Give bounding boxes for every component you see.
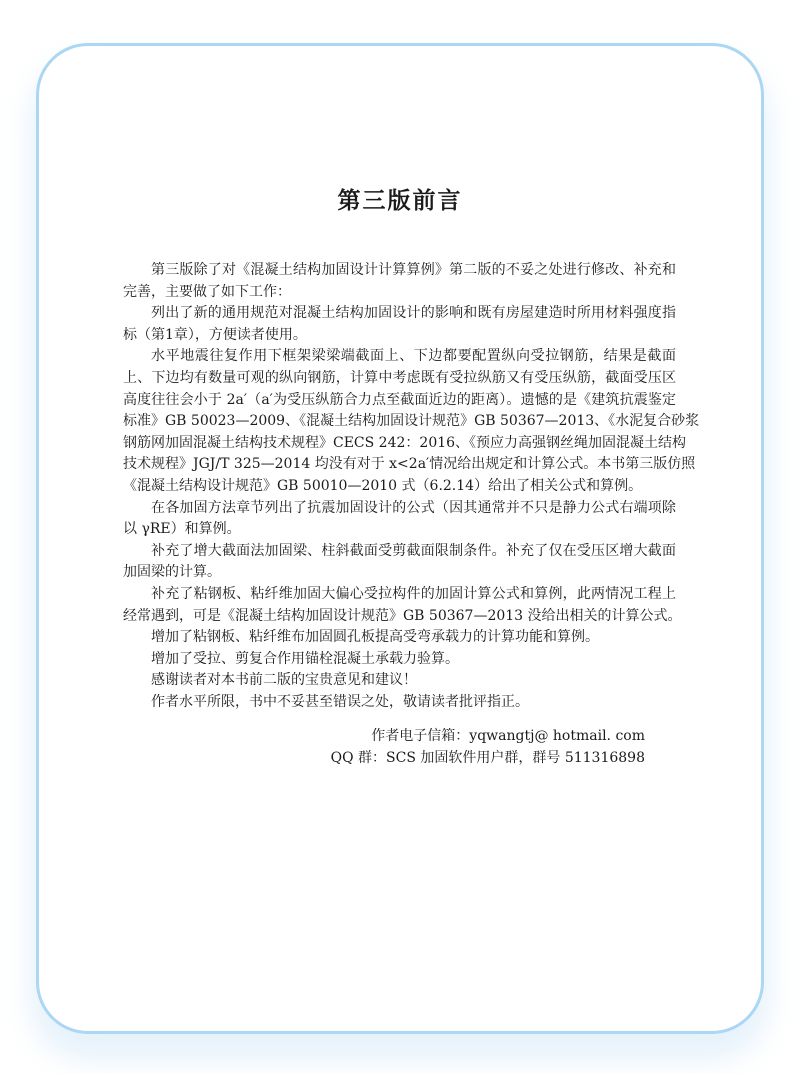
text-line: 列出了新的通用规范对混凝土结构加固设计的影响和既有房屋建造时所用材料强度指 [151, 305, 676, 322]
text-line: 补充了增大截面法加固梁、柱斜截面受剪截面限制条件。补充了仅在受压区增大截面 [151, 542, 676, 559]
text-line: 技术规程》JGJ/T 325—2014 均没有对于 x<2a′情况给出规定和计算公式。本书第三版仿照 [123, 456, 696, 473]
paragraph [123, 649, 676, 671]
text-line: 上、下边均有数量可观的纵向钢筋，计算中考虑既有受拉纵筋又有受压纵筋，截面受压区 [123, 369, 676, 386]
paragraph [123, 260, 676, 303]
page-title: 第三版前言 [337, 188, 463, 214]
paragraph [123, 303, 676, 346]
qq-group: QQ 群：SCS 加固软件用户群，群号 511316898 [330, 750, 645, 766]
text-line: 增加了受拉、剪复合作用锚栓混凝土承载力验算。 [151, 650, 459, 667]
paragraph [123, 627, 676, 649]
text-line: 经常遇到，可是《混凝土结构加固设计规范》GB 50367—2013 没给出相关的计算公式。 [123, 607, 682, 624]
preface-body [123, 260, 700, 713]
text-line: 完善，主要做了如下工作： [123, 283, 291, 300]
text-line: 水平地震往复作用下框架梁梁端截面上、下边都要配置纵向受拉钢筋，结果是截面 [151, 348, 676, 365]
text-line: 在各加固方法章节列出了抗震加固设计的公式（因其通常并不只是静力公式右端项除 [151, 499, 676, 516]
text-line: 增加了粘钢板、粘纤维布加固圆孔板提高受弯承载力的计算功能和算例。 [151, 629, 599, 646]
text-line: 钢筋网加固混凝土结构技术规程》CECS 242：2016、《预应力高强钢丝绳加固混凝土结构 [123, 434, 687, 451]
text-line: 作者水平所限，书中不妥甚至错误之处，敬请读者批评指正。 [151, 693, 529, 710]
contact-info [331, 725, 645, 769]
paragraph [123, 692, 676, 714]
paragraph [123, 670, 676, 692]
text-line: 第三版除了对《混凝土结构加固设计计算算例》第二版的不妥之处进行修改、补充和 [151, 262, 676, 278]
text-line: 高度往往会小于 2a′（a′为受压纵筋合力点至截面近边的距离）。遗憾的是《建筑抗震鉴定 [123, 391, 676, 408]
text-line: 《混凝土结构设计规范》GB 50010—2010 式（6.2.14）给出了相关公式和算例。 [123, 477, 643, 494]
paragraph [123, 346, 700, 497]
text-line: 标（第1章），方便读者使用。 [123, 326, 307, 343]
text-line: 以 γRE）和算例。 [123, 521, 241, 538]
text-line: 感谢读者对本书前二版的宝贵意见和建议！ [151, 672, 417, 689]
paragraph [123, 498, 676, 541]
text-line: 标准》GB 50023—2009、《混凝土结构加固设计规范》GB 50367—2013、《水泥复合砂浆 [123, 413, 700, 430]
text-line: 补充了粘钢板、粘纤维加固大偏心受拉构件的加固计算公式和算例，此两情况工程上 [151, 585, 676, 602]
paragraph [123, 541, 676, 584]
author-email: 作者电子信箱：yqwangtj@ hotmail. com [371, 728, 645, 744]
paragraph [123, 584, 682, 627]
text-line: 加固梁的计算。 [123, 564, 221, 581]
